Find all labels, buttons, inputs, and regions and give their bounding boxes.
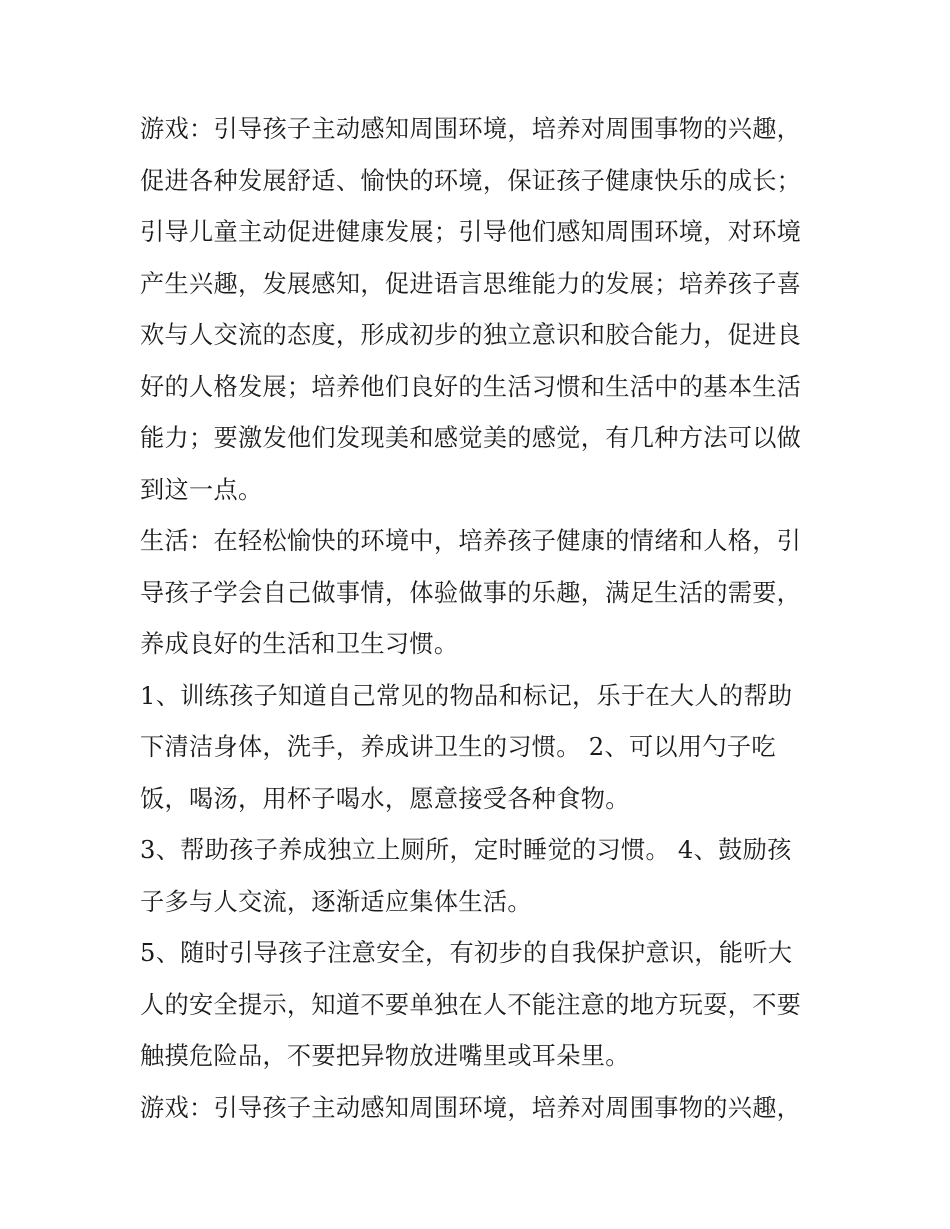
- text-line: 养成良好的生活和卫生习惯。: [140, 630, 459, 658]
- document-body: [140, 104, 812, 1134]
- text-line: 子多与人交流，逐渐适应集体生活。: [140, 887, 532, 916]
- text-line: 能力；要激发他们发现美和感觉美的感觉，有几种方法可以做: [140, 424, 802, 452]
- text-line: 饭，喝汤，用杯子喝水，愿意接受各种食物。: [140, 784, 630, 813]
- text-line: 好的人格发展；培养他们良好的生活习惯和生活中的基本生活: [140, 372, 802, 401]
- text-line: 产生兴趣，发展感知，促进语言思维能力的发展；培养孩子喜: [140, 269, 802, 298]
- text-line: 游戏：引导孩子主动感知周围环境，培养对周围事物的兴趣，: [140, 1093, 802, 1122]
- text-line: 下清洁身体，洗手，养成讲卫生的习惯。 2、可以用勺子吃: [140, 733, 776, 761]
- text-line: 5、随时引导孩子注意安全，有初步的自我保护意识，能听大: [140, 939, 793, 967]
- text-line: 促进各种发展舒适、愉快的环境，保证孩子健康快乐的成长；: [140, 166, 802, 195]
- text-line: 生活：在轻松愉快的环境中，培养孩子健康的情绪和人格，引: [140, 527, 802, 555]
- text-line: 游戏：引导孩子主动感知周围环境，培养对周围事物的兴趣，: [140, 115, 802, 143]
- text-line: 触摸危险品，不要把异物放进嘴里或耳朵里。: [140, 1042, 630, 1070]
- text-line: 导孩子学会自己做事情，体验做事的乐趣，满足生活的需要，: [140, 578, 802, 607]
- text-line: 欢与人交流的态度，形成初步的独立意识和胶合能力，促进良: [140, 321, 802, 349]
- text-line: 人的安全提示，知道不要单独在人不能注意的地方玩耍，不要: [140, 990, 802, 1019]
- text-line: 引导儿童主动促进健康发展；引导他们感知周围环境，对环境: [140, 218, 802, 246]
- text-line: 3、帮助孩子养成独立上厕所，定时睡觉的习惯。 4、鼓励孩: [140, 836, 792, 864]
- text-line: 到这一点。: [140, 475, 263, 504]
- text-line: 1、训练孩子知道自己常见的物品和标记，乐于在大人的帮助: [140, 681, 793, 710]
